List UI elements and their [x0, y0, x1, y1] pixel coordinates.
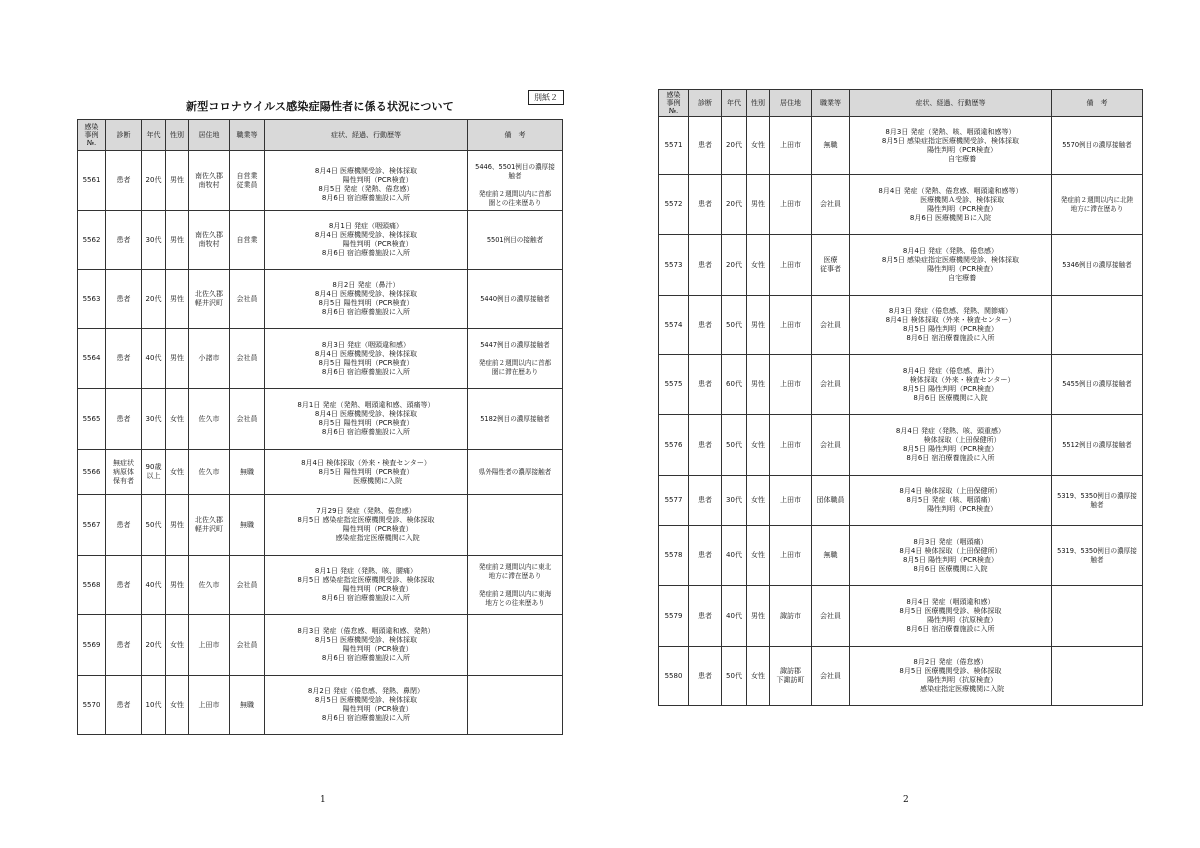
- occupation: 医療 従事者: [812, 235, 850, 296]
- course-of-illness: 8月4日 医療機関受診、検体採取 陽性判明（PCR検査） 8月5日 発症（発熱、倦怠感） 8月6日 宿泊療養施設に入所: [265, 151, 468, 211]
- age-group: 30代: [142, 389, 166, 450]
- table-row: [78, 495, 563, 556]
- diagnosis: 患者: [106, 615, 142, 676]
- age-group: 30代: [142, 211, 166, 270]
- diagnosis: 患者: [106, 495, 142, 556]
- occupation: 会社員: [812, 175, 850, 235]
- occupation: 会社員: [230, 556, 265, 615]
- course-of-illness: 8月4日 発症（咽頭違和感） 8月5日 医療機関受診、検体採取 陽性判明（抗原検査） 8月6日 宿泊療養施設に入所: [850, 586, 1052, 647]
- course-of-illness: 8月3日 発症（咽頭違和感） 8月4日 医療機関受診、検体採取 8月5日 陽性判明（PCR検査） 8月6日 宿泊療養施設に入所: [265, 329, 468, 389]
- residence: 佐久市: [189, 450, 230, 495]
- page-number: 1: [320, 795, 326, 805]
- header-case-number: 感染 事例 №.: [78, 120, 106, 151]
- course-of-illness: 8月3日 発症（咽頭痛） 8月4日 検体採取（上田保健所） 8月5日 陽性判明（PCR検査） 8月6日 医療機関に入院: [850, 526, 1052, 586]
- sex: 女性: [747, 647, 770, 706]
- sex: 女性: [166, 615, 189, 676]
- sex: 男性: [166, 151, 189, 211]
- header-sex: 性別: [747, 90, 770, 117]
- table-row: [659, 586, 1143, 647]
- table-row: [78, 676, 563, 735]
- age-group: 10代: [142, 676, 166, 735]
- case-number: 5575: [659, 355, 689, 415]
- occupation: 団体職員: [812, 476, 850, 526]
- age-group: 50代: [142, 495, 166, 556]
- header-diagnosis: 診断: [106, 120, 142, 151]
- diagnosis: 患者: [106, 211, 142, 270]
- diagnosis: 患者: [689, 235, 722, 296]
- diagnosis: 患者: [689, 415, 722, 476]
- age-group: 40代: [722, 526, 747, 586]
- residence: 上田市: [770, 355, 812, 415]
- appendix-label: 別紙２: [528, 90, 564, 105]
- residence: 北佐久郡 軽井沢町: [189, 495, 230, 556]
- occupation: 会社員: [812, 647, 850, 706]
- diagnosis: 患者: [106, 389, 142, 450]
- course-of-illness: 7月29日 発症（発熱、倦怠感） 8月5日 感染症指定医療機関受診、検体採取 陽性判明（PCR検査） 感染症指定医療機関に入院: [265, 495, 468, 556]
- diagnosis: 患者: [689, 355, 722, 415]
- residence: 上田市: [770, 117, 812, 175]
- document-page-2: [600, 0, 1200, 848]
- page-title: 新型コロナウイルス感染症陽性者に係る状況について: [186, 100, 454, 113]
- residence: 北佐久郡 軽井沢町: [189, 270, 230, 329]
- table-row: [659, 415, 1143, 476]
- remarks: 5455例目の濃厚接触者: [1052, 355, 1143, 415]
- sex: 女性: [747, 415, 770, 476]
- sex: 男性: [166, 211, 189, 270]
- remarks: [468, 615, 563, 676]
- table-header-row: [659, 90, 1143, 117]
- age-group: 50代: [722, 647, 747, 706]
- remarks: 5446、5501例目の濃厚接 触者 発症前２週間以内に首都 圏との往来歴あり: [468, 151, 563, 211]
- diagnosis: 患者: [689, 175, 722, 235]
- course-of-illness: 8月3日 発症（倦怠感、咽頭違和感、発熱） 8月5日 医療機関受診、検体採取 陽性判明（PCR検査） 8月6日 宿泊療養施設に入所: [265, 615, 468, 676]
- remarks: [1052, 296, 1143, 355]
- remarks: 5501例目の接触者: [468, 211, 563, 270]
- table-row: [78, 450, 563, 495]
- remarks: 県外陽性者の濃厚接触者: [468, 450, 563, 495]
- sex: 女性: [166, 389, 189, 450]
- case-number: 5563: [78, 270, 106, 329]
- table-row: [78, 389, 563, 450]
- course-of-illness: 8月2日 発症（倦怠感、発熱、鼻閉） 8月5日 医療機関受診、検体採取 陽性判明（PCR検査） 8月6日 宿泊療養施設に入所: [265, 676, 468, 735]
- age-group: 50代: [722, 415, 747, 476]
- remarks: [1052, 647, 1143, 706]
- table-row: [78, 270, 563, 329]
- age-group: 40代: [142, 329, 166, 389]
- residence: 上田市: [770, 175, 812, 235]
- age-group: 90歳 以上: [142, 450, 166, 495]
- header-remarks: 備 考: [1052, 90, 1143, 117]
- remarks: [1052, 586, 1143, 647]
- header-remarks: 備 考: [468, 120, 563, 151]
- sex: 女性: [747, 235, 770, 296]
- case-number: 5568: [78, 556, 106, 615]
- case-number: 5573: [659, 235, 689, 296]
- header-occupation: 職業等: [812, 90, 850, 117]
- sex: 女性: [166, 450, 189, 495]
- sex: 男性: [166, 556, 189, 615]
- diagnosis: 患者: [689, 526, 722, 586]
- table-row: [659, 296, 1143, 355]
- course-of-illness: 8月4日 発症（倦怠感、鼻汁） 検体採取（外来・検査センター） 8月5日 陽性判明（PCR検査） 8月6日 医療機関に入院: [850, 355, 1052, 415]
- case-number: 5580: [659, 647, 689, 706]
- course-of-illness: 8月4日 検体採取（上田保健所） 8月5日 発症（咳、咽頭痛） 陽性判明（PCR検査）: [850, 476, 1052, 526]
- sex: 女性: [747, 117, 770, 175]
- age-group: 30代: [722, 476, 747, 526]
- case-number: 5567: [78, 495, 106, 556]
- residence: 上田市: [770, 476, 812, 526]
- sex: 女性: [747, 526, 770, 586]
- residence: 諏訪市: [770, 586, 812, 647]
- sex: 女性: [747, 476, 770, 526]
- remarks: 5182例目の濃厚接触者: [468, 389, 563, 450]
- course-of-illness: 8月2日 発症（倦怠感） 8月5日 医療機関受診、検体採取 陽性判明（抗原検査） 感染症指定医療機関に入院: [850, 647, 1052, 706]
- case-number: 5566: [78, 450, 106, 495]
- residence: 上田市: [189, 676, 230, 735]
- table-row: [659, 235, 1143, 296]
- age-group: 20代: [722, 117, 747, 175]
- remarks: 5512例目の濃厚接触者: [1052, 415, 1143, 476]
- occupation: 無職: [230, 450, 265, 495]
- age-group: 40代: [722, 586, 747, 647]
- case-number: 5574: [659, 296, 689, 355]
- table-row: [659, 476, 1143, 526]
- age-group: 20代: [142, 151, 166, 211]
- residence: 南佐久郡 南牧村: [189, 211, 230, 270]
- header-age: 年代: [142, 120, 166, 151]
- diagnosis: 患者: [106, 270, 142, 329]
- table-row: [659, 355, 1143, 415]
- remarks: 発症前２週間以内に北陸 地方に滞在歴あり: [1052, 175, 1143, 235]
- header-course: 症状、経過、行動歴等: [265, 120, 468, 151]
- case-number: 5561: [78, 151, 106, 211]
- header-occupation: 職業等: [230, 120, 265, 151]
- table-header-row: [78, 120, 563, 151]
- table-row: [78, 556, 563, 615]
- residence: 上田市: [770, 235, 812, 296]
- case-number: 5562: [78, 211, 106, 270]
- header-sex: 性別: [166, 120, 189, 151]
- table-row: [659, 175, 1143, 235]
- diagnosis: 患者: [106, 556, 142, 615]
- diagnosis: 患者: [106, 151, 142, 211]
- occupation: 自営業 従業員: [230, 151, 265, 211]
- diagnosis: 患者: [689, 476, 722, 526]
- sex: 男性: [747, 175, 770, 235]
- occupation: 無職: [230, 676, 265, 735]
- table-row: [659, 647, 1143, 706]
- occupation: 会社員: [812, 586, 850, 647]
- table-row: [78, 615, 563, 676]
- case-number: 5576: [659, 415, 689, 476]
- occupation: 無職: [812, 117, 850, 175]
- occupation: 会社員: [230, 270, 265, 329]
- case-number: 5571: [659, 117, 689, 175]
- sex: 女性: [166, 676, 189, 735]
- remarks: 5319、5350例目の濃厚接 触者: [1052, 476, 1143, 526]
- age-group: 20代: [142, 615, 166, 676]
- occupation: 会社員: [812, 296, 850, 355]
- case-number: 5577: [659, 476, 689, 526]
- occupation: 自営業: [230, 211, 265, 270]
- sex: 男性: [166, 329, 189, 389]
- occupation: 無職: [812, 526, 850, 586]
- table-row: [78, 151, 563, 211]
- residence: 上田市: [189, 615, 230, 676]
- occupation: 会社員: [812, 415, 850, 476]
- residence: 南佐久郡 南牧村: [189, 151, 230, 211]
- course-of-illness: 8月3日 発症（発熱、咳、咽頭違和感等） 8月5日 感染症指定医療機関受診、検体採取 陽性判明（PCR検査） 自宅療養: [850, 117, 1052, 175]
- course-of-illness: 8月3日 発症（倦怠感、発熱、関節痛） 8月4日 検体採取（外来・検査センター） 8月5日 陽性判明（PCR検査） 8月6日 宿泊療養施設に入所: [850, 296, 1052, 355]
- residence: 上田市: [770, 296, 812, 355]
- residence: 小諸市: [189, 329, 230, 389]
- diagnosis: 患者: [689, 586, 722, 647]
- sex: 男性: [166, 270, 189, 329]
- sex: 男性: [166, 495, 189, 556]
- case-number: 5572: [659, 175, 689, 235]
- diagnosis: 患者: [106, 676, 142, 735]
- table-row: [659, 526, 1143, 586]
- residence: 佐久市: [189, 389, 230, 450]
- remarks: 5319、5350例目の濃厚接 触者: [1052, 526, 1143, 586]
- header-residence: 居住地: [770, 90, 812, 117]
- course-of-illness: 8月4日 発症（発熱、倦怠感、咽頭違和感等） 医療機関Ａ受診、検体採取 陽性判明（PCR検査） 8月6日 医療機関Ｂに入院: [850, 175, 1052, 235]
- case-number: 5570: [78, 676, 106, 735]
- case-table-2: [658, 89, 1143, 706]
- case-table-1: [77, 119, 563, 735]
- sex: 男性: [747, 586, 770, 647]
- diagnosis: 無症状 病原体 保有者: [106, 450, 142, 495]
- course-of-illness: 8月4日 発症（発熱、倦怠感） 8月5日 感染症指定医療機関受診、検体採取 陽性判明（PCR検査） 自宅療養: [850, 235, 1052, 296]
- table-row: [659, 117, 1143, 175]
- table-row: [78, 211, 563, 270]
- age-group: 20代: [722, 175, 747, 235]
- remarks: 5447例目の濃厚接触者 発症前２週間以内に首都 圏に滞在歴あり: [468, 329, 563, 389]
- remarks: [468, 676, 563, 735]
- header-age: 年代: [722, 90, 747, 117]
- course-of-illness: 8月1日 発症（咽頭痛） 8月4日 医療機関受診、検体採取 陽性判明（PCR検査） 8月6日 宿泊療養施設に入所: [265, 211, 468, 270]
- occupation: 会社員: [230, 329, 265, 389]
- diagnosis: 患者: [689, 647, 722, 706]
- course-of-illness: 8月1日 発症（発熱、咳、腰痛） 8月5日 感染症指定医療機関受診、検体採取 陽性判明（PCR検査） 8月6日 宿泊療養施設に入所: [265, 556, 468, 615]
- case-number: 5564: [78, 329, 106, 389]
- remarks: 発症前２週間以内に東北 地方に滞在歴あり 発症前２週間以内に東海 地方との往来歴あり: [468, 556, 563, 615]
- diagnosis: 患者: [106, 329, 142, 389]
- remarks: 5346例目の濃厚接触者: [1052, 235, 1143, 296]
- header-diagnosis: 診断: [689, 90, 722, 117]
- header-case-number: 感染 事例 №.: [659, 90, 689, 117]
- residence: 上田市: [770, 526, 812, 586]
- age-group: 20代: [142, 270, 166, 329]
- course-of-illness: 8月4日 検体採取（外来・検査センター） 8月5日 陽性判明（PCR検査） 医療機関に入院: [265, 450, 468, 495]
- page-number: 2: [903, 795, 909, 805]
- sex: 男性: [747, 296, 770, 355]
- diagnosis: 患者: [689, 117, 722, 175]
- age-group: 40代: [142, 556, 166, 615]
- age-group: 60代: [722, 355, 747, 415]
- remarks: [468, 495, 563, 556]
- occupation: 会社員: [812, 355, 850, 415]
- remarks: 5440例目の濃厚接触者: [468, 270, 563, 329]
- occupation: 会社員: [230, 389, 265, 450]
- course-of-illness: 8月4日 発症（発熱、咳、頭重感） 検体採取（上田保健所） 8月5日 陽性判明（PCR検査） 8月6日 宿泊療養施設に入所: [850, 415, 1052, 476]
- residence: 諏訪郡 下諏訪町: [770, 647, 812, 706]
- residence: 佐久市: [189, 556, 230, 615]
- sex: 男性: [747, 355, 770, 415]
- diagnosis: 患者: [689, 296, 722, 355]
- header-residence: 居住地: [189, 120, 230, 151]
- course-of-illness: 8月1日 発症（発熱、咽頭違和感、頭痛等） 8月4日 医療機関受診、検体採取 8月5日 陽性判明（PCR検査） 8月6日 宿泊療養施設に入所: [265, 389, 468, 450]
- header-course: 症状、経過、行動歴等: [850, 90, 1052, 117]
- case-number: 5565: [78, 389, 106, 450]
- remarks: 5570例目の濃厚接触者: [1052, 117, 1143, 175]
- occupation: 会社員: [230, 615, 265, 676]
- occupation: 無職: [230, 495, 265, 556]
- age-group: 20代: [722, 235, 747, 296]
- residence: 上田市: [770, 415, 812, 476]
- case-number: 5579: [659, 586, 689, 647]
- case-number: 5578: [659, 526, 689, 586]
- case-number: 5569: [78, 615, 106, 676]
- age-group: 50代: [722, 296, 747, 355]
- course-of-illness: 8月2日 発症（鼻汁） 8月4日 医療機関受診、検体採取 8月5日 陽性判明（PCR検査） 8月6日 宿泊療養施設に入所: [265, 270, 468, 329]
- table-row: [78, 329, 563, 389]
